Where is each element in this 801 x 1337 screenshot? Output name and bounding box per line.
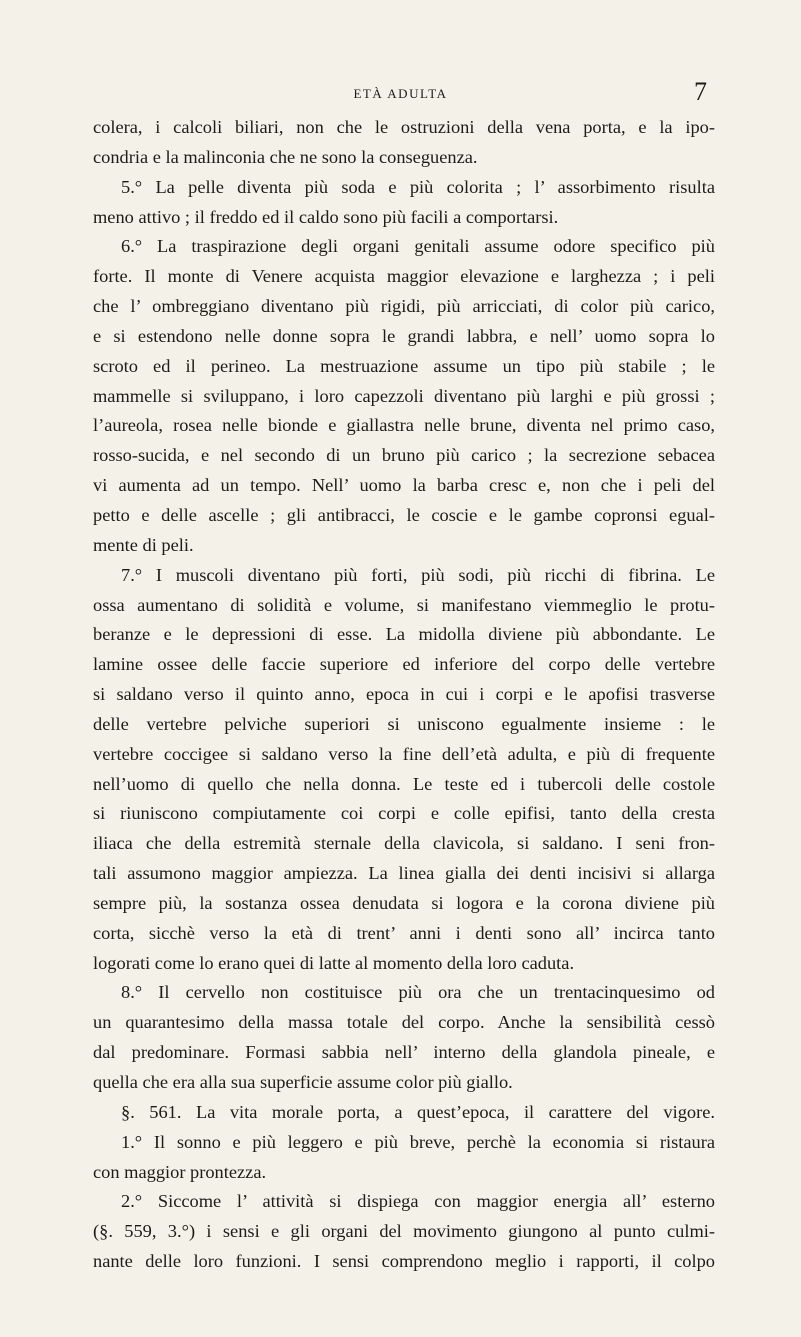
text-line: vertebre coccigee si saldano verso la fine dell’età adulta, e più di frequente xyxy=(93,743,715,764)
text-line: colera, i calcoli biliari, non che le ostruzioni della vena porta, e la ipo- xyxy=(93,117,715,137)
text-line: condria e la malinconia che ne sono la conseguenza. xyxy=(93,146,478,167)
text-line: 1.° Il sonno e più leggero e più breve, perchè la economia si ristaura xyxy=(121,1131,715,1152)
text-line: meno attivo ; il freddo ed il caldo sono più facili a comportarsi. xyxy=(93,206,559,227)
text-line: 5.° La pelle diventa più soda e più colorita ; l’ assorbimento risulta xyxy=(121,176,715,197)
text-line: (§. 559, 3.°) i sensi e gli organi del movimento giungono al punto culmi- xyxy=(93,1221,715,1242)
page-number: 7 xyxy=(694,77,707,106)
text-line: rosso-sucida, e nel secondo di un bruno più carico ; la secrezione sebacea xyxy=(93,445,715,466)
text-line: 2.° Siccome l’ attività si dispiega con maggior energia all’ esterno xyxy=(121,1191,715,1212)
text-line: mente di peli. xyxy=(93,534,194,555)
text-line: e si estendono nelle donne sopra le grandi labbra, e nell’ uomo sopra lo xyxy=(93,325,715,346)
text-line: delle vertebre pelviche superiori si uniscono egualmente insieme : le xyxy=(93,713,715,734)
text-line: corta, sicchè verso la età di trent’ anni i denti sono all’ incirca tanto xyxy=(93,922,715,943)
text-line: forte. Il monte di Venere acquista maggior elevazione e larghezza ; i peli xyxy=(93,266,715,287)
text-line: scroto ed il perineo. La mestruazione assume un tipo più stabile ; le xyxy=(93,355,715,376)
text-line: lamine ossee delle faccie superiore ed inferiore del corpo delle vertebre xyxy=(93,654,715,675)
text-line: 8.° Il cervello non costituisce più ora che un trentacinquesimo od xyxy=(121,982,715,1003)
text-line: sempre più, la sostanza ossea denudata si logora e la corona diviene più xyxy=(93,892,715,913)
text-line: mammelle si sviluppano, i loro capezzoli diventano più larghi e più grossi ; xyxy=(93,385,715,406)
text-line: vi aumenta ad un tempo. Nell’ uomo la barba cresc e, non che i peli del xyxy=(93,475,715,496)
text-line: l’aureola, rosea nelle bionde e giallastra nelle brune, diventa nel primo caso, xyxy=(93,415,715,436)
running-title: ETÀ ADULTA xyxy=(353,86,448,101)
text-line: si saldano verso il quinto anno, epoca in cui i corpi e le apofisi trasverse xyxy=(93,684,715,705)
text-line: con maggior prontezza. xyxy=(93,1161,267,1182)
text-line: 7.° I muscoli diventano più forti, più sodi, più ricchi di fibrina. Le xyxy=(121,564,715,585)
text-line: dal predominare. Formasi sabbia nell’ interno della glandola pineale, e xyxy=(93,1042,715,1063)
text-line: un quarantesimo della massa totale del corpo. Anche la sensibilità cessò xyxy=(93,1012,715,1033)
text-line: nell’uomo di quello che nella donna. Le teste ed i tubercoli delle costole xyxy=(93,773,715,794)
body-text xyxy=(93,113,715,1277)
text-line: iliaca che della estremità sternale della clavicola, si saldano. I seni fron- xyxy=(93,833,715,854)
text-line: nante delle loro funzioni. I sensi comprendono meglio i rapporti, il colpo xyxy=(93,1251,715,1272)
text-line: si riuniscono compiutamente coi corpi e colle epifisi, tanto della cresta xyxy=(93,803,715,824)
text-line: beranze e le depressioni di esse. La midolla diviene più abbondante. Le xyxy=(93,624,715,645)
text-line: che l’ ombreggiano diventano più rigidi, più arricciati, di color più carico, xyxy=(93,296,715,317)
text-line: tali assumono maggior ampiezza. La linea gialla dei denti incisivi si allarga xyxy=(93,863,715,884)
text-line: ossa aumentano di solidità e volume, si manifestano viemmeglio le protu- xyxy=(93,594,715,615)
text-line: §. 561. La vita morale porta, a quest’epoca, il carattere del vigore. xyxy=(121,1101,715,1122)
text-line: quella che era alla sua superficie assume color più giallo. xyxy=(93,1072,513,1092)
text-line: petto e delle ascelle ; gli antibracci, le coscie e le gambe copronsi egual- xyxy=(93,504,715,525)
text-line: 6.° La traspirazione degli organi genitali assume odore specifico più xyxy=(121,236,715,257)
text-line: logorati come lo erano quei di latte al momento della loro caduta. xyxy=(93,952,575,973)
